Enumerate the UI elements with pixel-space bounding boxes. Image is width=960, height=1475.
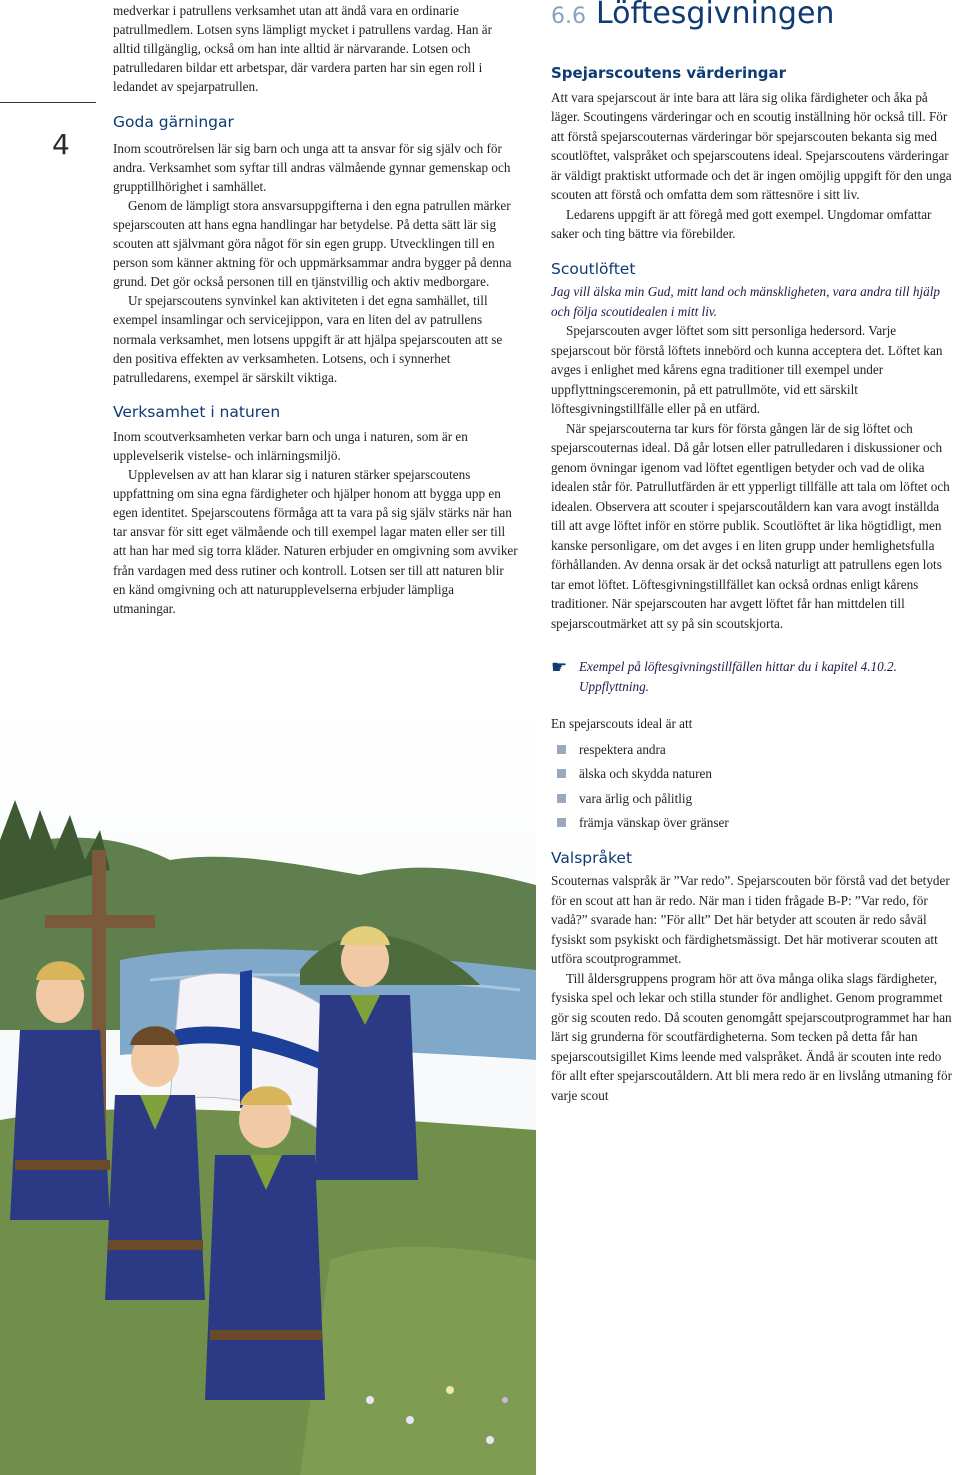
- heading-valspraket: Valspråket: [551, 848, 633, 867]
- section-title-text: Löftesgivningen: [596, 0, 835, 31]
- scouts-flag-illustration: [0, 700, 536, 1475]
- ideals-intro: En spejarscouts ideal är att: [551, 716, 693, 731]
- list-item: vara ärlig och pålitlig: [551, 789, 956, 809]
- right-paragraph-5: Scouternas valspråk är ”Var redo”. Spejarscouten bör förstå vad det betyder för en scout att han är redo. När man i tiden frågade B-P: ”Var redo, för vadå?” svarade han: ”För allt” Det här betyder att scouten är redo såväl fysiskt som psykiskt och färdighetsmässigt. Det här motiverar scouten att utföra scoutprogrammet.: [551, 873, 950, 966]
- square-bullet-icon: [557, 794, 566, 803]
- list-item: respektera andra: [551, 740, 956, 760]
- square-bullet-icon: [557, 769, 566, 778]
- left-column: [113, 0, 518, 618]
- paragraph-4: Inom scoutverksamheten verkar barn och unga i naturen, som är en upplevelserik vistelse- och inlärningsmiljö.: [113, 428, 468, 463]
- heading-scoutloftet: Scoutlöftet: [551, 259, 636, 278]
- right-paragraph-2: Ledarens uppgift är att föregå med gott exempel. Ungdomar omfattar saker och ting bättre via förebilder.: [551, 206, 932, 241]
- heading-varderingar: Spejarscoutens värderingar: [551, 64, 787, 82]
- right-column: [551, 64, 956, 633]
- square-bullet-icon: [557, 745, 566, 754]
- right-paragraph-4: När spejarscouterna tar kurs för första gången lär de sig löftet och spejarscouternas ideal. Då går lotsen eller patrulledaren i diskussioner och genom övningar igenom vad löftet egentligen betyder och vad de olika idealen står för. Patrullutfärden är ett ypperligt tillfälle att tala om löftet och idealen. Observera att scouter i spejarscoutåldern kan vara avogt inställda till att avge löftet inför en större publik. Scoutlöftet är lika högtidligt, men kanske personligare, om det avges i en liten grupp under hemlighetsfulla förhållanden. Av denna orsak är det också naturligt att patrullens egen lots tar emot löftet. Löftesgivningstillfället kan också ordnas enligt kårens traditioner. När spejarscouten har avgett löftet får han mittdelen till spejarscoutmärket att sy på sin scoutskjorta.: [551, 420, 950, 631]
- list-item: främja vänskap över gränser: [551, 813, 956, 833]
- paragraph-1: Inom scoutrörelsen lär sig barn och unga att ta ansvar för sig själv och för andra. Verksamhet som syftar till andras välmående gynnar gemenskap och grupptillhörighet i samhället.: [113, 140, 511, 194]
- note-block: [579, 657, 949, 696]
- paragraph-2: Genom de lämpligt stora ansvarsuppgifterna i den egna patrullen märker spejarscouten att hans egna handlingar har betydelse. På detta sätt lär sig scouten att självmant göra något för sin egen grupp. Utvecklingen till en person som känner aktning för och uppmärksammar andra bygger på denna grund. Det gör också personen till en tjänstvillig och aktiv medborgare.: [113, 197, 512, 290]
- chapter-number: 4: [52, 128, 70, 161]
- heading-verksamhet-i-naturen: Verksamhet i naturen: [113, 402, 281, 421]
- intro-paragraph: medverkar i patrullens verksamhet utan att ändå vara en ordinarie patrullmedlem. Lotsen syns lämpligt mycket i patrullens vardag. Han är alltid tillgänglig, också om han inte alltid är närvarande. Lotsen och patrulledaren bildar ett arbetspar, där vardera parten har sin egen roll i ledandet av spejarpatrullen.: [113, 3, 493, 95]
- chapter-reference-note: Exempel på löftesgivningstillfällen hittar du i kapitel 4.10.2. Uppflyttning.: [579, 659, 897, 694]
- paragraph-5: Upplevelsen av att han klarar sig i naturen stärker spejarscoutens uppfattning om sina egna färdigheter och hjälper honom att bygga upp en egen identitet. Spejarscoutens förmåga att ta vara på sig själv stärks när han tar ansvar för sitt eget välmående och till exempel lagar maten eller ser till att han har med sig torra kläder. Naturen erbjuder en omgivning som avviker från vardagen med dess rutiner och kontroll. Lotsen ser till att naturen blir en känd omgivning och att naturupplevelserna erbjuder lämpliga utmaningar.: [113, 467, 518, 616]
- square-bullet-icon: [557, 818, 566, 827]
- right-paragraph-1: Att vara spejarscout är inte bara att lära sig olika färdigheter och åka på läger. Scoutingens värderingar och en scoutig inställning hör också till. För att förstå spejarscouternas värderingar bör spejarscouten bekanta sig med scoutlöftet, valspråket och spejarscoutens ideal. Spejarscoutens värderingar är väldigt praktiskt utformade och det är ingen omöjlig uppgift för den unga scouten att förstå och omfatta dem som rättesnöre i sitt liv.: [551, 89, 952, 202]
- scout-promise-quote: Jag vill älska min Gud, mitt land och mänskligheten, vara andra till hjälp och följa scoutidealen i mitt liv.: [551, 284, 940, 319]
- list-item: älska och skydda naturen: [551, 764, 956, 784]
- heading-goda-garningar: Goda gärningar: [113, 113, 234, 132]
- section-number: 6.6: [551, 4, 586, 29]
- chapter-rule: [0, 102, 96, 103]
- ideals-block: [551, 714, 956, 1105]
- section-title: [551, 0, 834, 31]
- ideals-list: [551, 740, 956, 833]
- paragraph-3: Ur spejarscoutens synvinkel kan aktiviteten i det egna samhället, till exempel insamlingar och servicejippon, vara en liten del av patrullens normala verksamhet, men lotsens uppgift är att hjälpa spejarscouten att se den positiva effekten av verksamheten. Lotsens, och i synnerhet patrulledarens, exempel är särskilt viktiga.: [113, 293, 503, 385]
- right-paragraph-3: Spejarscouten avger löftet som sitt personliga hedersord. Varje spejarscout bör förstå löftets innebörd och kunna acceptera det. Löftet kan avges i enlighet med kårens egna traditioner till exempel under uppflyttningsceremonin, på ett patrullmöte, vid ett särskilt löftesgivningstillfälle eller på en utfärd.: [551, 323, 943, 416]
- pointing-hand-icon: ☛: [551, 657, 568, 677]
- right-paragraph-6: Till åldersgruppens program hör att öva många olika slags färdigheter, fysiska spel och lekar och stilla stunder för andlighet. Genom programmet gör sig scouten redo. Då scouten genomgått spejarscoutprogrammet har han lärt sig grunderna för scoutfärdigheterna. Som tecken på detta får han spejarscoutsigillet Kims leende med valspråket. Ändå är scouten inte redo för allt efter spejarscoutåldern. Att bli mera redo är en livslång utmaning för varje scout: [551, 970, 952, 1103]
